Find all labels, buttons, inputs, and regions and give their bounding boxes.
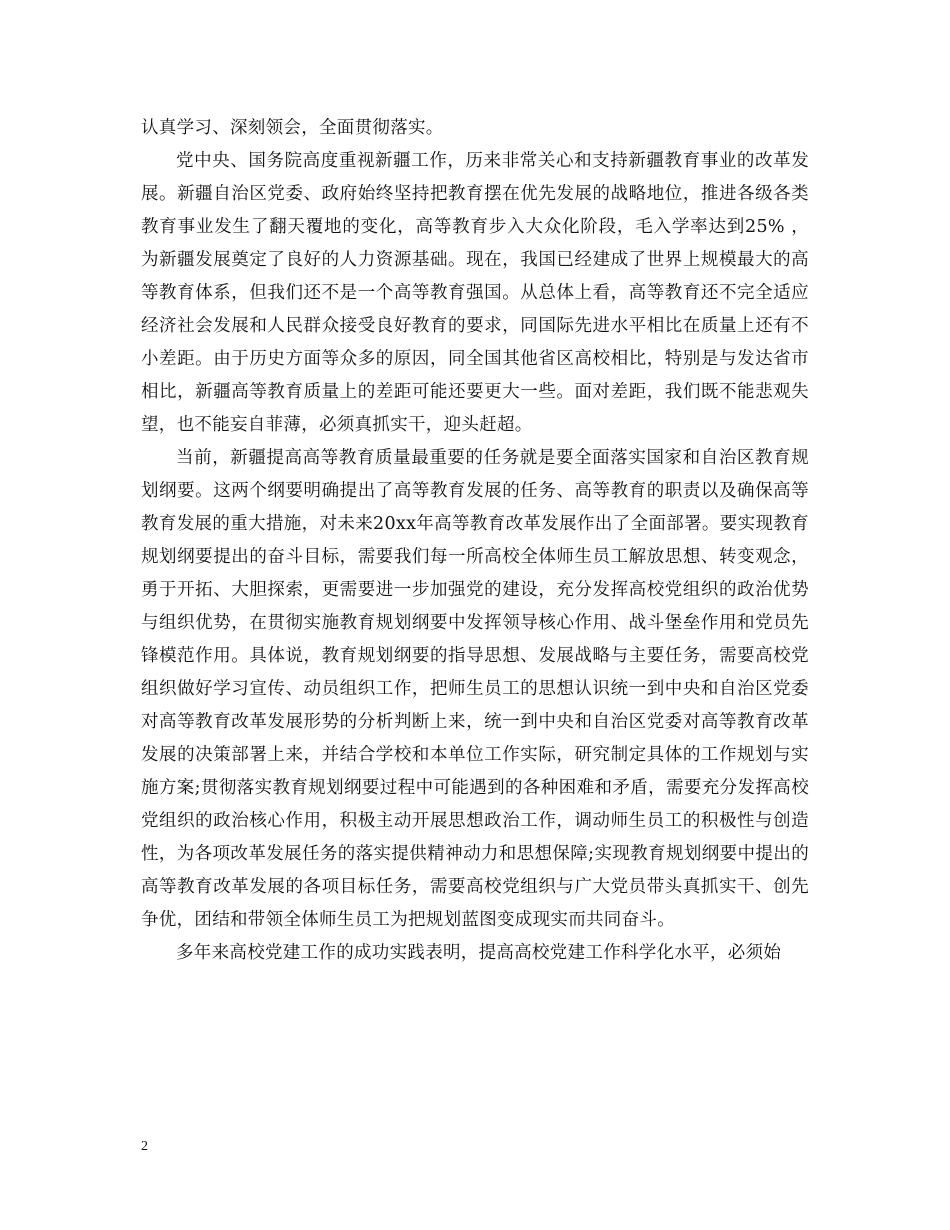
page-number: 2 (141, 1139, 148, 1154)
paragraph: 当前，新疆提高高等教育质量最重要的任务就是要全面落实国家和自治区教育规划纲要。这两个纲要明确提出了高等教育发展的任务、高等教育的职责以及确保高等教育发展的重大措施，对未来20xx年高等教育改革发展作出了全面部署。要实现教育规划纲要提出的奋斗目标，需要我们每一所高校全体师生员工解放思想、转变观念，勇于开拓、大胆探索，更需要进一步加强党的建设，充分发挥高校党组织的政治优势与组织优势，在贯彻实施教育规划纲要中发挥领导核心作用、战斗堡垒作用和党员先锋模范作用。具体说，教育规划纲要的指导思想、发展战略与主要任务，需要高校党组织做好学习宣传、动员组织工作，把师生员工的思想认识统一到中央和自治区党委对高等教育改革发展形势的分析判断上来，统一到中央和自治区党委对高等教育改革发展的决策部署上来，并结合学校和本单位工作实际，研究制定具体的工作规划与实施方案;贯彻落实教育规划纲要过程中可能遇到的各种困难和矛盾，需要充分发挥高校党组织的政治核心作用，积极主动开展思想政治工作，调动师生员工的积极性与创造性，为各项改革发展任务的落实提供精神动力和思想保障;实现教育规划纲要中提出的高等教育改革发展的各项目标任务，需要高校党组织与广大党员带头真抓实干、创先争优，团结和带领全体师生员工为把规划蓝图变成现实而共同奋斗。 (141, 448, 809, 930)
paragraph: 多年来高校党建工作的成功实践表明，提高高校党建工作科学化水平，必须始 (176, 943, 782, 963)
paragraph-continuation: 认真学习、深刻领会，全面贯彻落实。 (141, 118, 444, 138)
document-body (141, 112, 809, 970)
paragraph: 党中央、国务院高度重视新疆工作，历来非常关心和支持新疆教育事业的改革发展。新疆自治区党委、政府始终坚持把教育摆在优先发展的战略地位，推进各级各类教育事业发生了翻天覆地的变化，高等教育步入大众化阶段，毛入学率达到25% ，为新疆发展奠定了良好的人力资源基础。现在，我国已经建成了世界上规模最大的高等教育体系，但我们还不是一个高等教育强国。从总体上看，高等教育还不完全适应经济社会发展和人民群众接受良好教育的要求，同国际先进水平相比在质量上还有不小差距。由于历史方面等众多的原因，同全国其他省区高校相比，特别是与发达省市相比，新疆高等教育质量上的差距可能还要更大一些。面对差距，我们既不能悲观失望，也不能妄自菲薄，必须真抓实干，迎头赶超。 (141, 151, 809, 435)
